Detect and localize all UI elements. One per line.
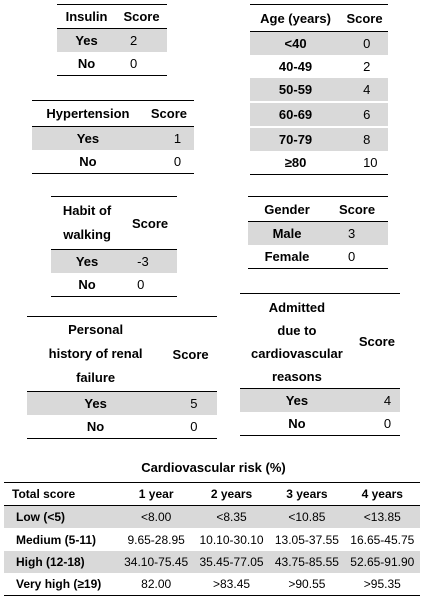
table-row [250,78,388,102]
insulin-table [57,4,167,76]
table-header-row [248,197,388,222]
row-label: Yes [240,389,354,413]
table-row [250,32,388,56]
table-row [240,389,400,413]
header-line: Admitted [268,300,326,315]
row-score: -3 [123,250,177,274]
column-header: 4 years [345,483,420,506]
column-header: 1 year [118,483,193,506]
row-score: 0 [341,32,388,56]
row-label: 60-69 [250,102,341,127]
cardio-admission-table [240,293,400,436]
row-label: Yes [57,29,116,53]
table-cell: 10.10-30.10 [199,533,264,547]
row-score: 3 [326,222,388,246]
row-label: No [27,415,164,439]
table-row [4,506,420,529]
table-cell: <8.00 [118,506,193,529]
row-score: 4 [341,78,388,102]
column-header [27,317,164,392]
row-label: Yes [51,250,123,274]
row-label: 40-49 [278,59,313,74]
column-header: Total score [4,483,118,506]
table-cell: 9.65-28.95 [127,533,185,547]
header-line: failure [76,370,116,385]
row-label: Very high (≥19) [4,573,118,596]
table-header-row [57,5,167,29]
table-row [32,150,194,174]
table-row [250,55,388,78]
table-cell: <8.35 [194,506,269,529]
gender-table [248,196,388,269]
row-score: 4 [354,389,400,413]
table-header-row [250,5,388,32]
row-label: 50-59 [250,78,341,102]
table-cell: 43.75-85.55 [269,551,344,573]
column-header: Score [144,101,194,127]
table-cell: 52.65-91.90 [345,551,420,573]
column-header: Score [164,317,217,392]
risk-table-title: Cardiovascular risk (%) [141,460,286,475]
table-row [250,151,388,175]
table-cell: 35.45-77.05 [194,551,269,573]
table-row [57,29,167,53]
header-line: reasons [271,369,322,384]
row-score: 0 [116,52,167,76]
table-row [57,52,167,76]
table-row [27,392,217,416]
table-row [32,127,194,151]
row-label: No [51,273,123,297]
age-table [250,4,388,175]
column-header: 3 years [269,483,344,506]
row-label: <40 [250,32,341,56]
table-header-row [240,294,400,389]
column-header: Score [341,5,388,32]
column-header: Score [123,197,177,250]
row-label: Yes [27,392,164,416]
table-cell: >83.45 [194,573,269,596]
header-line: due to [277,323,317,338]
table-cell: >95.35 [345,573,420,596]
table-cell: 82.00 [118,573,193,596]
row-score: 2 [363,59,371,74]
table-row [51,273,177,297]
table-row [248,245,388,269]
row-label: Male [248,222,326,246]
table-cell: 16.65-45.75 [350,533,415,547]
column-header: Age (years) [250,5,341,32]
column-header: Insulin [57,5,116,29]
risk-table [4,482,420,596]
hypertension-table [32,100,194,174]
row-label: No [32,150,144,174]
column-header: Score [116,5,167,29]
header-line: walking [63,227,111,242]
renal-table [27,316,217,439]
row-score: 10 [341,151,388,175]
row-label: High (12-18) [4,551,118,573]
table-row [248,222,388,246]
row-score: 0 [144,150,194,174]
header-line: cardiovascular [251,346,343,361]
row-score: 5 [164,392,217,416]
row-score: 0 [123,273,177,297]
table-row [27,415,217,439]
row-label: No [57,52,116,76]
row-label: Low (<5) [4,506,118,529]
table-header-row [27,317,217,392]
row-score: 0 [326,245,388,269]
row-label: Female [248,245,326,269]
row-score: 6 [341,102,388,127]
row-score: 8 [341,127,388,151]
column-header: Score [354,294,400,389]
table-header-row [32,101,194,127]
table-header-row [51,197,177,250]
table-cell: 13.05-37.55 [274,533,339,547]
column-header: Hypertension [32,101,144,127]
row-label: No [240,412,354,436]
row-label: Medium (5-11) [16,533,97,547]
column-header: Score [326,197,388,222]
table-row [51,250,177,274]
table-cell: <13.85 [345,506,420,529]
header-line: Personal [68,322,124,337]
table-cell: <10.85 [269,506,344,529]
row-label: Yes [32,127,144,151]
column-header: 2 years [194,483,269,506]
table-cell: 34.10-75.45 [118,551,193,573]
walking-table [51,196,177,297]
table-row [4,551,420,573]
table-header-row [4,483,420,506]
column-header [51,197,123,250]
table-row [4,529,420,552]
table-row [250,127,388,151]
header-line: Habit of [62,203,112,218]
column-header: Gender [248,197,326,222]
row-score: 0 [164,415,217,439]
table-row [240,412,400,436]
header-line: history of renal [48,346,143,361]
row-score: 0 [354,412,400,436]
row-label: 70-79 [250,127,341,151]
table-row [250,102,388,127]
column-header [240,294,354,389]
row-score: 1 [144,127,194,151]
table-row [4,573,420,596]
row-label: ≥80 [250,151,341,175]
table-cell: >90.55 [269,573,344,596]
row-score: 2 [116,29,167,53]
